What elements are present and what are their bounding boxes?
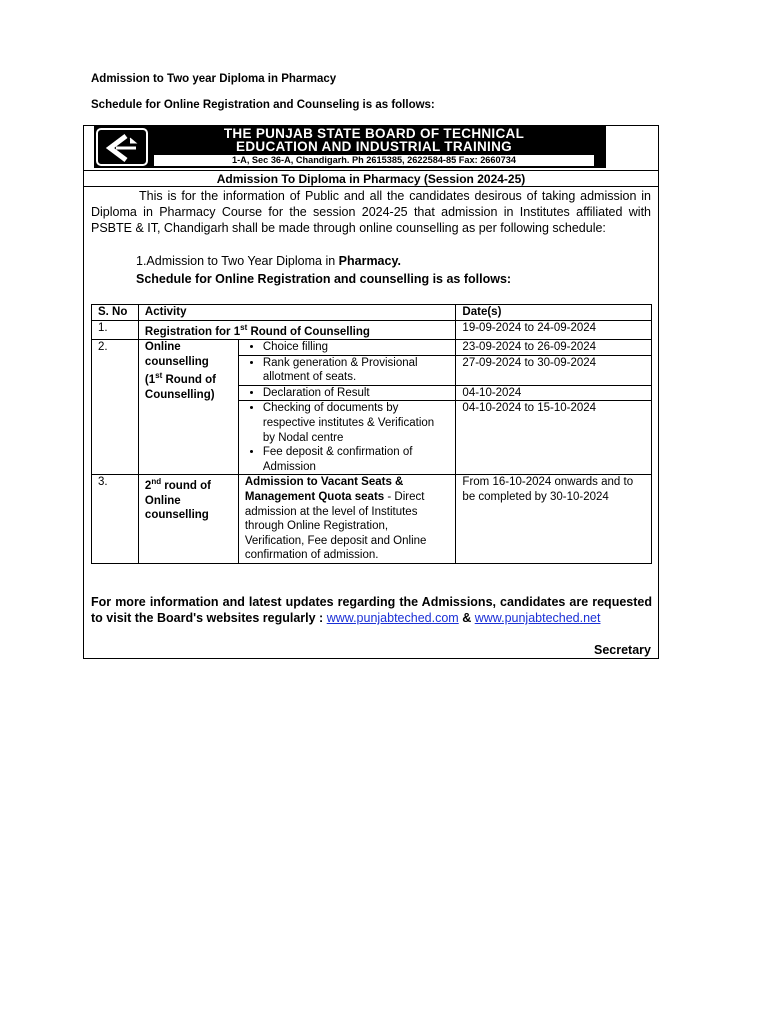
board-title: THE PUNJAB STATE BOARD OF TECHNICAL EDUCATION AND INDUSTRIAL TRAINING [223,126,525,154]
intro-schedule-line: Schedule for Online Registration and Counseling is as follows: [91,99,435,111]
admission-point: 1.Admission to Two Year Diploma in Pharmacy. [136,254,401,268]
schedule-heading: Schedule for Online Registration and counselling is as follows: [136,272,512,286]
website-link-com[interactable]: www.punjabteched.com [326,611,459,625]
row-date: 19-09-2024 to 24-09-2024 [456,320,652,339]
signature: Secretary [594,643,651,657]
row-sno: 1. [92,320,139,339]
row-activity: • Declaration of Result [238,385,456,401]
row-date: 04-10-2024 [456,385,652,401]
board-banner [94,126,606,168]
table-row [92,340,652,356]
row-sno: 2. [92,340,139,475]
notice-frame [83,125,659,659]
row-date: From 16-10-2024 onwards and to be completed by 30-10-2024 [456,475,652,564]
row-label: 2nd round of Online counselling [138,475,238,564]
row-activity: • Rank generation & Provisional allotment of seats. [238,355,456,385]
board-logo-icon [96,128,148,166]
session-title: Admission To Diploma in Pharmacy (Session 2024-25) [216,172,526,186]
row-date: 27-09-2024 to 30-09-2024 [456,355,652,385]
header-sno: S. No [92,305,139,321]
table-row [92,320,652,339]
row-label: Online counselling (1st Round of Counselling) [138,340,238,475]
divider [84,186,658,187]
row-date: 23-09-2024 to 26-09-2024 [456,340,652,356]
divider [84,170,658,171]
intro-heading: Admission to Two year Diploma in Pharmacy [91,73,337,85]
header-activity: Activity [138,305,456,321]
row-activity: • Checking of documents by respective institutes & Verification by Nodal centre • Fee deposit & confirmation of Admission [238,401,456,475]
row-date: 04-10-2024 to 15-10-2024 [456,401,652,475]
notice-paragraph: This is for the information of Public and all the candidates desirous of taking admission in Diploma in Pharmacy Course for the session 2024-25 that admission in Institutes affiliated with PSBTE & IT, Chandigarh shall be made through online counselling as per following schedule: [91,189,651,235]
table-header-row [92,305,652,321]
table-row [92,475,652,564]
schedule-table [91,304,652,564]
footer-note: For more information and latest updates regarding the Admissions, candidates are requested to visit the Board's websites regularly : www.punjabteched.com & www.punjabteched.net [91,595,652,625]
row-activity: Registration for 1st Round of Counselling [138,320,456,339]
header-dates: Date(s) [456,305,652,321]
row-activity: • Choice filling [238,340,456,356]
board-address: 1-A, Sec 36-A, Chandigarh. Ph 2615385, 2622584-85 Fax: 2660734 [154,155,594,166]
row-sno: 3. [92,475,139,564]
row-activity: Admission to Vacant Seats & Management Quota seats - Direct admission at the level of Institutes through Online Registration, Verification, Fee deposit and Online confirmation of admission. [238,475,456,564]
website-link-net[interactable]: www.punjabteched.net [474,611,601,625]
